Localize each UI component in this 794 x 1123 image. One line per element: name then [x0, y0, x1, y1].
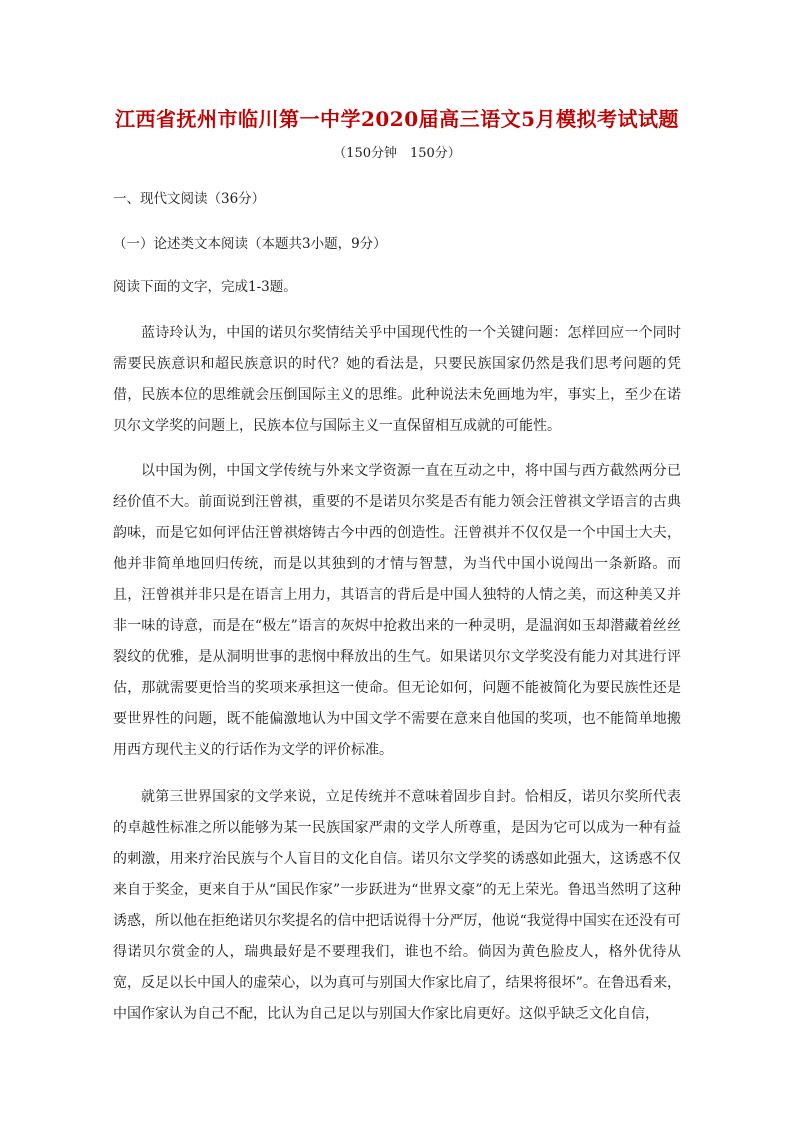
subsection-heading: （一）论述类文本阅读（本题共3小题，9分）	[113, 236, 387, 252]
paragraph-3: 就第三世界国家的文学来说，立足传统并不意味着固步自封。恰相反，诺贝尔奖所代表的卓越性标准之所以能够为某一民族国家严肃的文学人所尊重，是因为它可以成为一种有益的刺激，用来疗治民族与个人盲目的文化自信。诺贝尔文学奖的诱惑如此强大，这诱惑不仅来自于奖金，更来自于从“国民作家”一步跃进为“世界文豪”的无上荣光。鲁迅当然明了这种诱惑，所以他在拒绝诺贝尔奖提名的信中把话说得十分严厉，他说“我觉得中国实在还没有可得诺贝尔赏金的人，瑞典最好是不要理我们，谁也不给。倘因为黄色脸皮人，格外优待从宽，反足以长中国人的虚荣心，以为真可与别国大作家比肩了，结果将很坏”。在鲁迅看来，中国作家认为自己不配，比认为自己足以与别国大作家比肩更好。这似乎缺乏文化自信，	[113, 789, 681, 1022]
instruction-text: 阅读下面的文字，完成1-3题。	[113, 279, 297, 295]
document-title: 江西省抚州市临川第一中学2020届高三语文5月模拟考试试题	[114, 107, 680, 131]
paragraph-1: 蓝诗玲认为，中国的诺贝尔奖情结关乎中国现代性的一个关键问题：怎样回应一个同时需要民族意识和超民族意识的时代？她的看法是，只要民族国家仍然是我们思考问题的凭借，民族本位的思维就会压倒国际主义的思维。此种说法未免画地为牢，事实上，至少在诺贝尔文学奖的问题上，民族本位与国际主义一直保留相互成就的可能性。	[113, 325, 681, 434]
section-heading: 一、现代文阅读（36分）	[113, 191, 266, 207]
document-subtitle: （150分钟 150分）	[333, 146, 461, 161]
paragraph-2: 以中国为例，中国文学传统与外来文学资源一直在互动之中，将中国与西方截然两分已经价值不大。前面说到汪曾祺，重要的不是诺贝尔奖是否有能力领会汪曾祺文学语言的古典韵味，而是它如何评估汪曾祺熔铸古今中西的创造性。汪曾祺并不仅仅是一个中国士大夫，他并非简单地回归传统，而是以其独到的才情与智慧，为当代中国小说闯出一条新路。而且，汪曾祺并非只是在语言上用力，其语言的背后是中国人独特的人情之美，而这种美又并非一味的诗意，而是在“极左”语言的灰烬中抢救出来的一种灵明，是温润如玉却潜藏着丝丝裂纹的优雅，是从洞明世事的悲悯中释放出的生气。如果诺贝尔文学奖没有能力对其进行评估，那就需要更恰当的奖项来承担这一使命。但无论如何，问题不能被简化为要民族性还是要世界性的问题，既不能偏激地认为中国文学不需要在意来自他国的奖项，也不能简单地搬用西方现代主义的行话作为文学的评价标准。	[113, 463, 681, 758]
